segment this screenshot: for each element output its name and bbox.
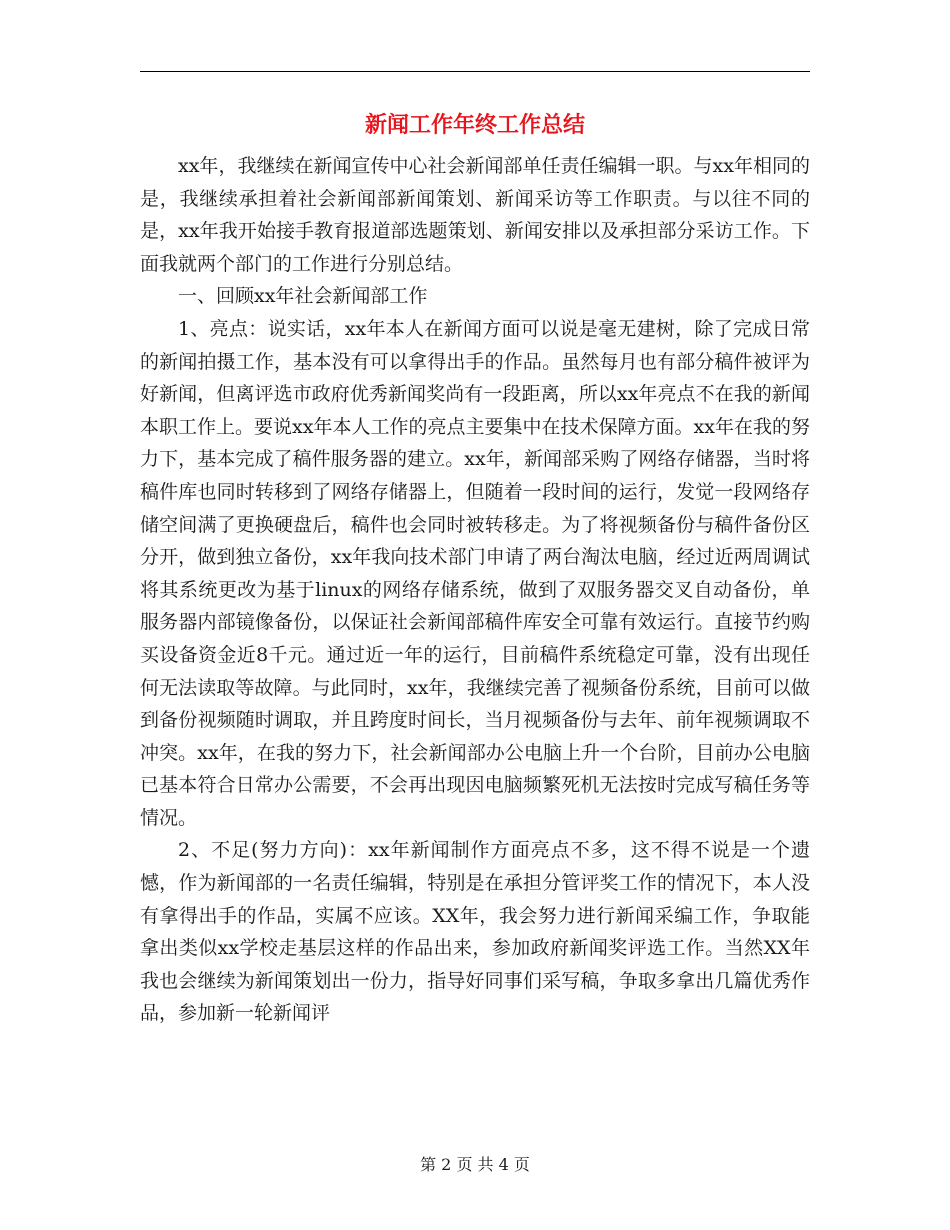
document-title: 新闻工作年终工作总结 (364, 112, 585, 138)
header-rule (140, 71, 810, 72)
paragraph-shortcomings: 2、不足(努力方向)：xx年新闻制作方面亮点不多，这不得不说是一个遗憾，作为新闻部的一名责任编辑，特别是在承担分管评奖工作的情况下，本人没有拿得出手的作品，实属不应该。XX年，我会努力进行新闻采编工作，争取能拿出类似xx学校走基层这样的作品出来，参加政府新闻奖评选工作。当然XX年我也会继续为新闻策划出一份力，指导好同事们采写稿，争取多拿出几篇优秀作品，参加新一轮新闻评 (140, 839, 810, 1025)
paragraph-highlights: 1、亮点：说实话，xx年本人在新闻方面可以说是毫无建树，除了完成日常的新闻拍摄工作，基本没有可以拿得出手的作品。虽然每月也有部分稿件被评为好新闻，但离评选市政府优秀新闻奖尚有一段距离，所以xx年亮点不在我的新闻本职工作上。要说xx年本人工作的亮点主要集中在技术保障方面。xx年在我的努力下，基本完成了稿件服务器的建立。xx年，新闻部采购了网络存储器，当时将稿件库也同时转移到了网络存储器上，但随着一段时间的运行，发觉一段网络存储空间满了更换硬盘后，稿件也会同时被转移走。为了将视频备份与稿件备份区分开，做到独立备份，xx年我向技术部门申请了两台淘汰电脑，经过近两周调试将其系统更改为基于linux的网络存储系统，做到了双服务器交叉自动备份，单服务器内部镜像备份，以保证社会新闻部稿件库安全可靠有效运行。直接节约购买设备资金近8千元。通过近一年的运行，目前稿件系统稳定可靠，没有出现任何无法读取等故障。与此同时，xx年，我继续完善了视频备份系统，目前可以做到备份视频随时调取，并且跨度时间长，当月视频备份与去年、前年视频调取不冲突。xx年，在我的努力下，社会新闻部办公电脑上升一个台阶，目前办公电脑已基本符合日常办公需要，不会再出现因电脑频繁死机无法按时完成写稿任务等情况。 (140, 317, 810, 829)
section-heading: 一、回顾xx年社会新闻部工作 (178, 285, 428, 308)
document-body (140, 150, 810, 1030)
page-number-footer: 第 2 页 共 4 页 (420, 1155, 530, 1174)
paragraph-intro: xx年，我继续在新闻宣传中心社会新闻部单任责任编辑一职。与xx年相同的是，我继续承担着社会新闻部新闻策划、新闻采访等工作职责。与以往不同的是，xx年我开始接手教育报道部选题策划、新闻安排以及承担部分采访工作。下面我就两个部门的工作进行分别总结。 (140, 155, 810, 275)
